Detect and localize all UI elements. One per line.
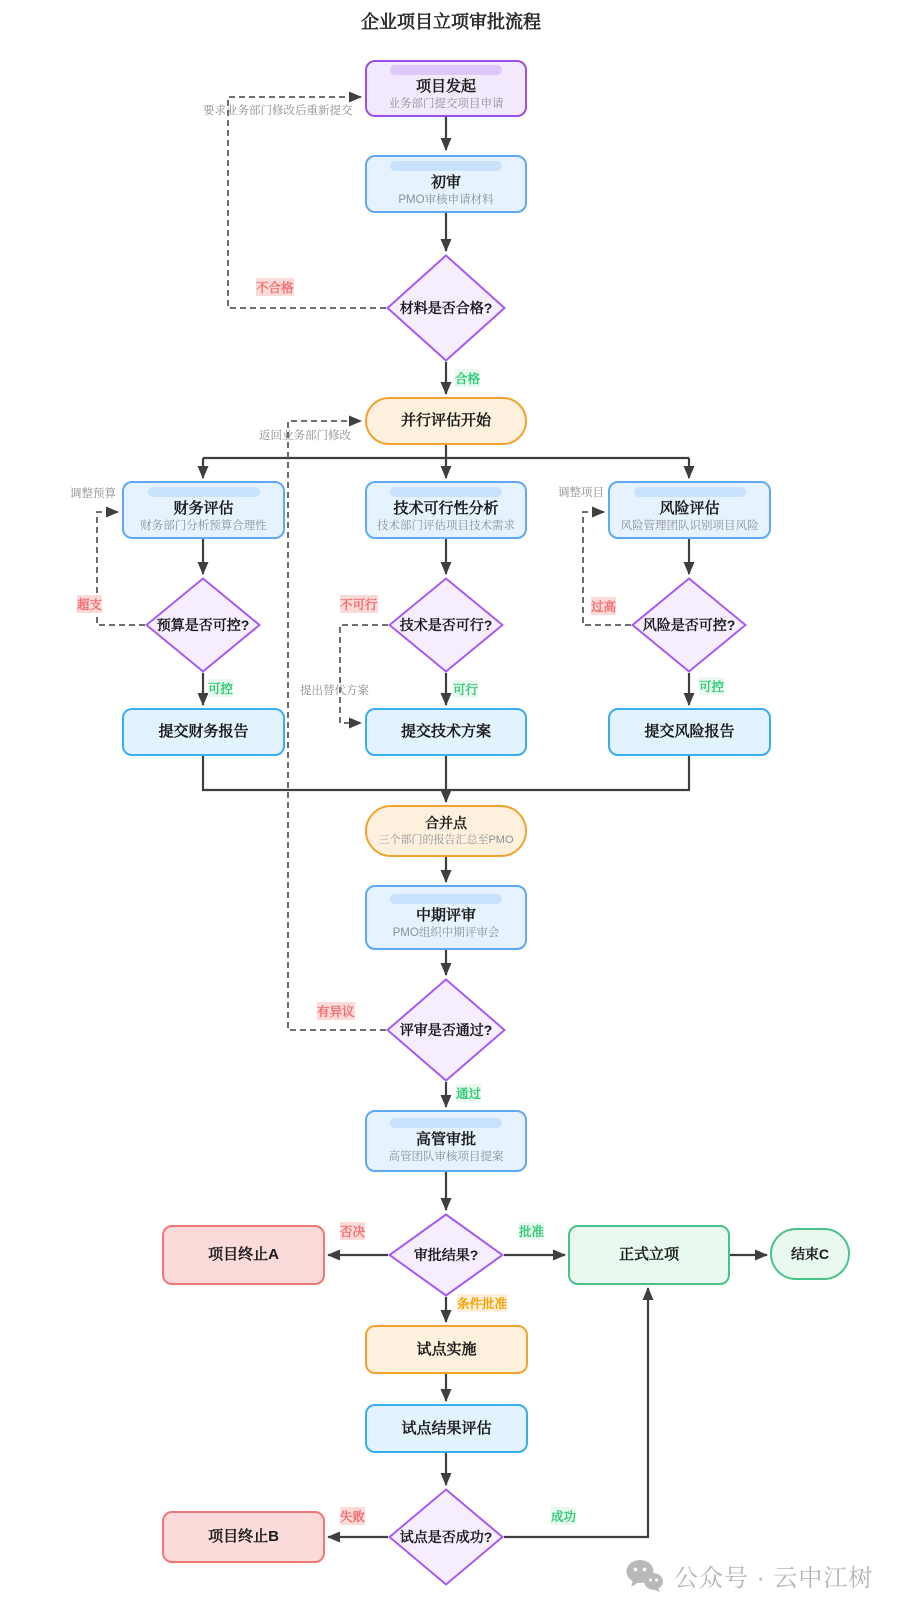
node-title: 提交财务报告: [158, 723, 249, 740]
decision-risk-controllable: [631, 577, 747, 673]
decorative-bar: [390, 894, 502, 904]
edge-label-reject: 否决: [340, 1222, 365, 1240]
node-finance-report: [122, 708, 285, 756]
node-subtitle: 财务部门分析预算合理性: [140, 519, 267, 532]
node-subtitle: PMO审核申请材料: [398, 193, 494, 206]
edge-label-adjust-project: 调整项目: [558, 487, 604, 499]
watermark-text: 公众号 · 云中江树: [674, 1565, 874, 1592]
watermark: [626, 1558, 873, 1593]
node-subtitle: 三个部门的报告汇总至PMO: [378, 833, 514, 846]
node-project-initiation: [365, 60, 527, 117]
node-title: 项目终止A: [208, 1246, 279, 1263]
decorative-bar: [148, 487, 260, 497]
edge-label-controllable-risk: 可控: [699, 677, 724, 695]
decision-review-passed: [386, 978, 506, 1082]
edge-label-infeasible: 不可行: [340, 595, 378, 613]
edge-label-alternative: 提出替代方案: [300, 685, 369, 697]
edge-label-qualified: 合格: [455, 369, 480, 387]
edge-label-over-budget: 超支: [77, 595, 102, 613]
node-subtitle: 技术部门评估项目技术需求: [377, 519, 515, 532]
node-finance-evaluation: [122, 481, 285, 539]
node-title: 风险评估: [659, 499, 720, 517]
node-subtitle: 风险管理团队识别项目风险: [620, 519, 759, 532]
decorative-bar: [390, 65, 502, 75]
edge-label-unqualified: 不合格: [256, 278, 294, 296]
node-terminate-b: [162, 1511, 325, 1563]
decorative-bar: [390, 161, 502, 171]
edge-label-rework: 要求业务部门修改后重新提交: [203, 105, 353, 117]
node-title: 正式立项: [618, 1246, 679, 1263]
node-subtitle: PMO组织中期评审会: [392, 927, 500, 940]
edge-label-fail: 失败: [340, 1507, 365, 1525]
node-initial-review: [365, 155, 527, 213]
node-end-c: [770, 1228, 850, 1280]
decision-approval-result: [388, 1213, 504, 1297]
wechat-icon: [626, 1559, 664, 1592]
node-pilot-evaluation: [365, 1404, 528, 1453]
edge-label-return-modify: 返回业务部门修改: [259, 430, 351, 442]
node-title: 合并点: [425, 815, 467, 831]
node-title: 高管审批: [415, 1130, 476, 1148]
decision-label: 审批结果?: [413, 1247, 479, 1263]
decision-material-qualified: [386, 254, 506, 362]
decision-label: 技术是否可行?: [399, 617, 493, 633]
node-executive-approval: [365, 1110, 527, 1172]
edge-label-conditional: 条件批准: [457, 1294, 507, 1312]
edge-label-pass: 通过: [456, 1084, 481, 1102]
decision-pilot-success: [388, 1488, 504, 1586]
decision-label: 评审是否通过?: [399, 1022, 493, 1038]
node-official-approval: [568, 1225, 730, 1285]
decision-label: 风险是否可控?: [642, 617, 736, 633]
decorative-bar: [634, 487, 746, 497]
node-title: 项目发起: [415, 78, 476, 96]
node-title: 技术可行性分析: [393, 499, 499, 517]
decision-tech-feasible: [388, 577, 504, 673]
node-parallel-start: [365, 397, 527, 445]
node-merge-point: [365, 805, 527, 857]
edge-label-controllable-budget: 可控: [208, 679, 233, 697]
node-tech-plan: [365, 708, 527, 756]
decision-label: 材料是否合格?: [399, 300, 493, 316]
node-title: 提交技术方案: [400, 723, 491, 740]
edge-label-adjust-budget: 调整预算: [70, 488, 116, 500]
edge-label-approve: 批准: [519, 1222, 544, 1240]
decorative-bar: [390, 1118, 502, 1128]
page-title: 企业项目立项审批流程: [361, 12, 541, 32]
edge-label-too-high: 过高: [591, 597, 616, 615]
decision-budget-controllable: [145, 577, 261, 673]
decision-label: 试点是否成功?: [399, 1529, 493, 1545]
node-risk-evaluation: [608, 481, 771, 539]
decorative-bar: [390, 487, 502, 497]
decision-label: 预算是否可控?: [156, 617, 250, 633]
node-title: 试点实施: [416, 1340, 477, 1358]
node-title: 项目终止B: [208, 1528, 279, 1545]
node-subtitle: 高管团队审核项目提案: [388, 1150, 504, 1163]
node-title: 并行评估开始: [400, 412, 491, 429]
node-title: 财务评估: [173, 499, 234, 517]
edge-label-feasible: 可行: [453, 680, 478, 698]
node-tech-feasibility: [365, 481, 527, 539]
edge-label-success: 成功: [551, 1507, 576, 1525]
node-title: 试点结果评估: [401, 1419, 492, 1437]
node-subtitle: 业务部门提交项目申请: [388, 98, 504, 111]
node-title: 结束C: [790, 1245, 830, 1262]
node-title: 初审: [430, 173, 461, 191]
node-title: 提交风险报告: [644, 723, 735, 740]
node-pilot-implementation: [365, 1325, 528, 1374]
node-risk-report: [608, 708, 771, 756]
node-mid-review: [365, 885, 527, 950]
node-terminate-a: [162, 1225, 325, 1285]
edge-label-objection: 有异议: [317, 1002, 355, 1020]
node-title: 中期评审: [415, 907, 476, 925]
